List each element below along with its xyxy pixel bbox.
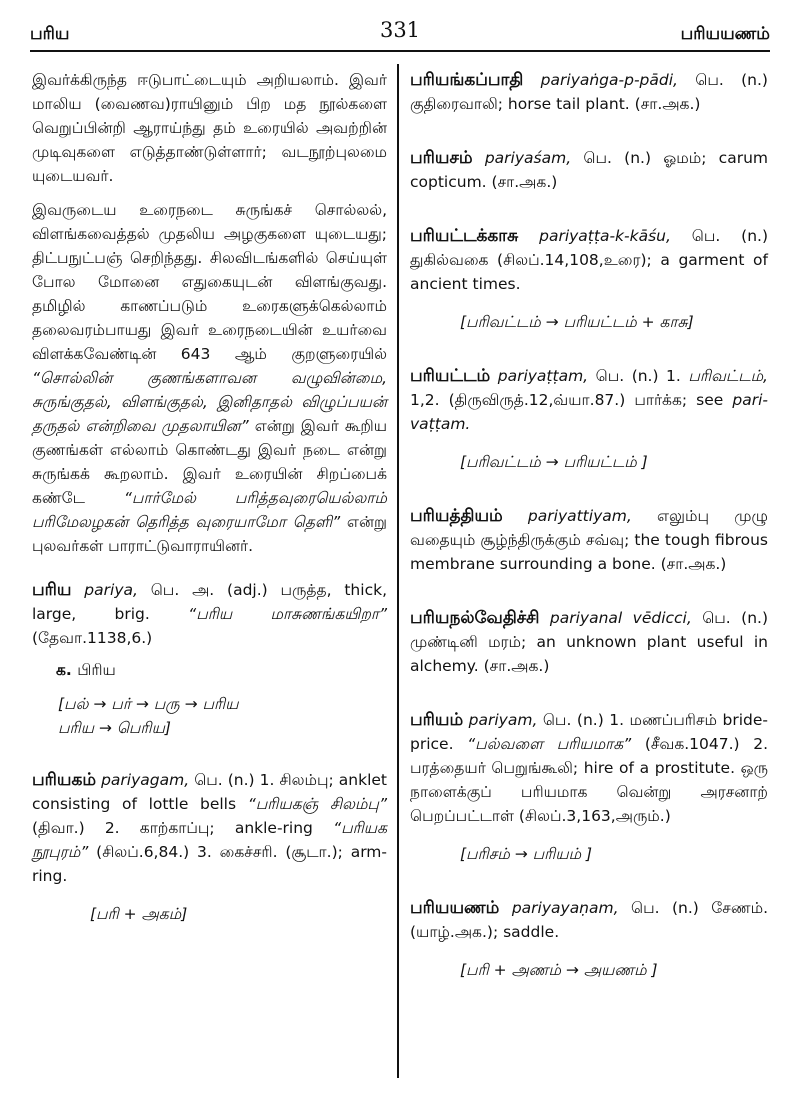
headword: பரிய xyxy=(32,580,72,600)
etymology: [பரிவட்டம் → பரியட்டம் + காசு] xyxy=(460,313,694,331)
transliteration: pariyaśam, xyxy=(484,149,572,167)
entry-definition xyxy=(410,224,768,296)
headword: பரியத்தியம் xyxy=(410,506,503,526)
entry-pariyattam xyxy=(410,364,768,474)
definition-part-1: பெ. (n.) 1. சிலம்பு; anklet consisting of lottle bells xyxy=(32,771,387,813)
transliteration: pariyagam, xyxy=(101,771,190,789)
headword: பரியகம் xyxy=(32,770,97,790)
definition: பெ. (n.) ஓமம்; carum copticum. (சா.அக.) xyxy=(410,149,768,191)
para2-quote-1: “சொல்லின் குணங்களாவன வழுவின்மை, சுருங்குதல், விளங்குதல், இனிதாதல் விழுப்பயன் தருதல் என்றிவை முதலாயின” xyxy=(32,369,387,435)
definition-part-2: (திவா.) 2. காற்காப்பு; ankle-ring xyxy=(32,819,334,837)
citation-quote: “பரிய மாசுணங்கயிறா” xyxy=(188,605,387,623)
entry-pariyangappadi xyxy=(410,68,768,116)
etymology: [பரிசம் → பரியம் ] xyxy=(460,845,593,863)
entry-pariya xyxy=(32,578,387,740)
etymology: [பரி + அணம் → அயணம் ] xyxy=(460,961,658,979)
headword: பரியட்டக்காசு xyxy=(410,226,519,246)
headword: பரியயணம் xyxy=(410,898,500,918)
entry-definition xyxy=(410,896,768,944)
entry-pariya-definition xyxy=(32,578,387,650)
entry-definition xyxy=(410,708,768,828)
etymology-line-2: பரிய → பெரிய] xyxy=(58,719,171,737)
left-column xyxy=(32,68,387,948)
etymology-line-1: [பல் → பர் → பரு → பரிய xyxy=(58,695,239,713)
etymology: [பரிவட்டம் → பரியட்டம் ] xyxy=(460,453,648,471)
headword: பரியம் xyxy=(410,710,464,730)
running-head-right: பரியயணம் xyxy=(680,24,770,44)
transliteration: pariyaṭṭam, xyxy=(497,367,589,385)
definition-part-2: (தேவா.1138,6.) xyxy=(32,629,153,647)
right-column xyxy=(410,68,768,1004)
continued-paragraph-2 xyxy=(32,198,387,558)
transliteration: pariyayaṇam, xyxy=(511,899,619,917)
definition-part-3: (சிலப்.6,84.) 3. கைச்சரி. (சூடா.); arm-ring. xyxy=(32,843,387,885)
kannada-word: பிரிய xyxy=(77,661,116,679)
kannada-label: க. xyxy=(56,661,72,679)
transliteration: pariyaṅga-p-pādi, xyxy=(540,71,678,89)
column-divider xyxy=(397,64,399,1078)
para2-text-a: இவருடைய உரைநடை சுருங்கச் சொல்லல், விளங்கவைத்தல் முதலிய அழகுகளை யுடையது; திட்பநுட்பஞ் செறிந்தது. சிலவிடங்களில் செய்யுள் போல மோனை எதுகையுடன் விளங்குவது. தமிழில் காணப்படும் உரைகளுக்கெல்லாம் தலைவரம்பாயது இவர் உரைநடையின் உயர்வை விளக்கவேண்டின் 643 ஆம் குறளுரையில் xyxy=(32,201,387,363)
headword: பரியங்கப்பாதி xyxy=(410,70,524,90)
etymology xyxy=(58,692,387,740)
definition-part-2: (சீவக.1047.) 2. பரத்தையர் பெறுங்கூலி; hire of a prostitute. ஒரு நாளைக்குப் பரியமாக வென்று அரசனாற் பெறப்பட்டாள் (சிலப்.3,163,அரும்.) xyxy=(410,735,769,825)
definition-part-1: பெ. அ. (adj.) பருத்த, thick, large, brig. xyxy=(32,581,387,623)
definition: பெ. (n.) குதிரைவாலி; horse tail plant. (சா.அக.) xyxy=(410,71,768,113)
entry-pariyattiyam xyxy=(410,504,768,576)
entry-pariyam xyxy=(410,708,768,866)
page-header xyxy=(30,16,770,52)
definition: பெ. (n.) துகில்வகை (சிலப்.14,108,உரை); a garment of ancient times. xyxy=(410,227,768,293)
page-number: 331 xyxy=(379,18,421,42)
entry-pariyasam xyxy=(410,146,768,194)
kannada-cognate xyxy=(56,658,387,682)
transliteration: pariyattiyam, xyxy=(527,507,632,525)
entry-pariyattakkasu xyxy=(410,224,768,334)
definition: பெ. (n.) முண்டினி மரம்; an unknown plant useful in alchemy. (சா.அக.) xyxy=(410,609,768,675)
running-head-left: பரிய xyxy=(30,24,70,44)
entry-pariyagam xyxy=(32,768,387,926)
para2-text-c: என்று புலவர்கள் பாராட்டுவாராயினர். xyxy=(32,513,387,555)
para2-quote-2: “பார்மேல் பரித்தவுரையெல்லாம் பரிமேலழகன் தெரித்த வுரையாமோ தெளி” xyxy=(32,489,387,531)
definition-part-1: பெ. (n.) 1. மணப்பரிசம் bride-price. xyxy=(410,711,768,753)
entry-definition xyxy=(410,606,768,678)
entry-definition xyxy=(410,364,768,436)
definition-part-2: 1,2. (திருவிருத்.12,வ்யா.87.) பார்க்க; see xyxy=(410,391,733,409)
entry-pariyanalvedicci xyxy=(410,606,768,678)
headword: பரியசம் xyxy=(410,148,473,168)
transliteration: pariyanal vēdicci, xyxy=(549,609,692,627)
entry-pariyagam-definition xyxy=(32,768,387,888)
citation-quote-1: “பரியகஞ் சிலம்பு” xyxy=(247,795,387,813)
transliteration: pariya, xyxy=(84,581,138,599)
transliteration: pariyam, xyxy=(468,711,538,729)
headword: பரியநல்வேதிச்சி xyxy=(410,608,540,628)
transliteration: pariyaṭṭa-k-kāśu, xyxy=(539,227,671,245)
entry-definition xyxy=(410,504,768,576)
entry-definition xyxy=(410,68,768,116)
citation-quote: “பல்வளை பரியமாக” xyxy=(467,735,632,753)
definition-part-1: பெ. (n.) 1. xyxy=(588,367,689,385)
headword: பரியட்டம் xyxy=(410,366,491,386)
cross-reference-2: pari-vaṭṭam. xyxy=(410,391,768,433)
citation-quote-2: “பரியக நூபுரம்” xyxy=(32,819,387,861)
para2-text-b: என்று இவர் கூறிய குணங்கள் எல்லாம் கொண்டது இவர் நடை என்று சுருங்கக் கூறலாம். இவர் உரையின் சிறப்பைக் கண்டே xyxy=(32,417,387,507)
definition: பெ. (n.) சேணம். (யாழ்.அக.); saddle. xyxy=(410,899,768,941)
cross-reference-1: பரிவட்டம், xyxy=(688,367,768,385)
etymology: [பரி + அகம்] xyxy=(90,905,188,923)
entry-definition xyxy=(410,146,768,194)
definition: எலும்பு முழு வதையும் சூழ்ந்திருக்கும் சவ்வு; the tough fibrous membrane surrounding a bone. (சா.அக.) xyxy=(410,507,768,573)
continued-paragraph-1: இவர்க்கிருந்த ஈடுபாட்டையும் அறியலாம். இவர் மாலிய (வைணவ)ராயினும் பிற மத நூல்களை வெறுப்பின்றி ஆராய்ந்து தம் உரையில் அவற்றின் முடிவுகளை எடுத்தாண்டுள்ளார்; வடநூற்புலமை யுடையவர். xyxy=(32,71,387,185)
entry-pariyayanam xyxy=(410,896,768,982)
